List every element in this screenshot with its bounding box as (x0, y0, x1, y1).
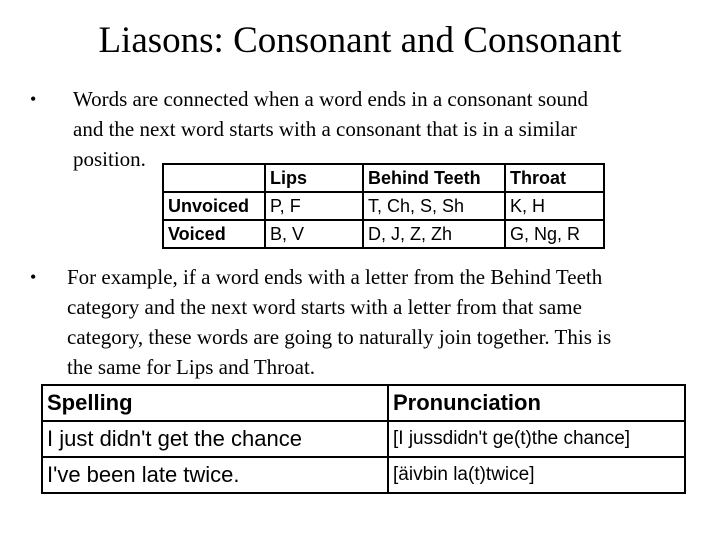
bullet-line: category, these words are going to naturally join together. This is (67, 325, 612, 349)
table-cell: T, Ch, S, Sh (363, 192, 505, 220)
bullet-line: For example, if a word ends with a letter from the Behind Teeth (67, 265, 603, 289)
table-cell: B, V (265, 220, 363, 248)
bullet-marker: • (30, 89, 37, 109)
table-header-row (163, 164, 604, 192)
bullet-line: the same for Lips and Throat. (67, 355, 316, 379)
table-cell: G, Ng, R (505, 220, 604, 248)
table-cell: K, H (505, 192, 604, 220)
row-label: Voiced (163, 220, 265, 248)
pronunciation-cell: [I jussdidn't ge(t)the chance] (388, 421, 685, 457)
spelling-cell: I've been late twice. (42, 457, 388, 493)
slide-title: Liasons: Consonant and Consonant (98, 20, 622, 61)
table-header-cell: Lips (265, 164, 363, 192)
bullet-line: category and the next word starts with a letter from that same (67, 295, 582, 319)
bullet-line: position. (73, 147, 146, 171)
table-header-cell: Behind Teeth (363, 164, 505, 192)
table-header-cell: Throat (505, 164, 604, 192)
bullet-marker: • (30, 267, 37, 287)
table-cell: D, J, Z, Zh (363, 220, 505, 248)
bullet-1-text (73, 84, 588, 174)
bullet-2-text (67, 262, 611, 382)
pronunciation-cell: [äivbin la(t)twice] (388, 457, 685, 493)
bullet-line: Words are connected when a word ends in a consonant sound (73, 87, 588, 111)
bullet-2 (30, 262, 720, 382)
consonant-table (162, 163, 605, 249)
bullet-line: and the next word starts with a consonant that is in a similar (73, 117, 577, 141)
table-row (163, 220, 604, 248)
table-row (163, 192, 604, 220)
table-header-cell: Spelling (42, 385, 388, 421)
spelling-cell: I just didn't get the chance (42, 421, 388, 457)
bullet-1 (30, 84, 710, 174)
table-header-row (42, 385, 685, 421)
example-table (41, 384, 686, 494)
table-cell (163, 164, 265, 192)
table-header-cell: Pronunciation (388, 385, 685, 421)
table-row (42, 457, 685, 493)
table-cell: P, F (265, 192, 363, 220)
row-label: Unvoiced (163, 192, 265, 220)
table-row (42, 421, 685, 457)
